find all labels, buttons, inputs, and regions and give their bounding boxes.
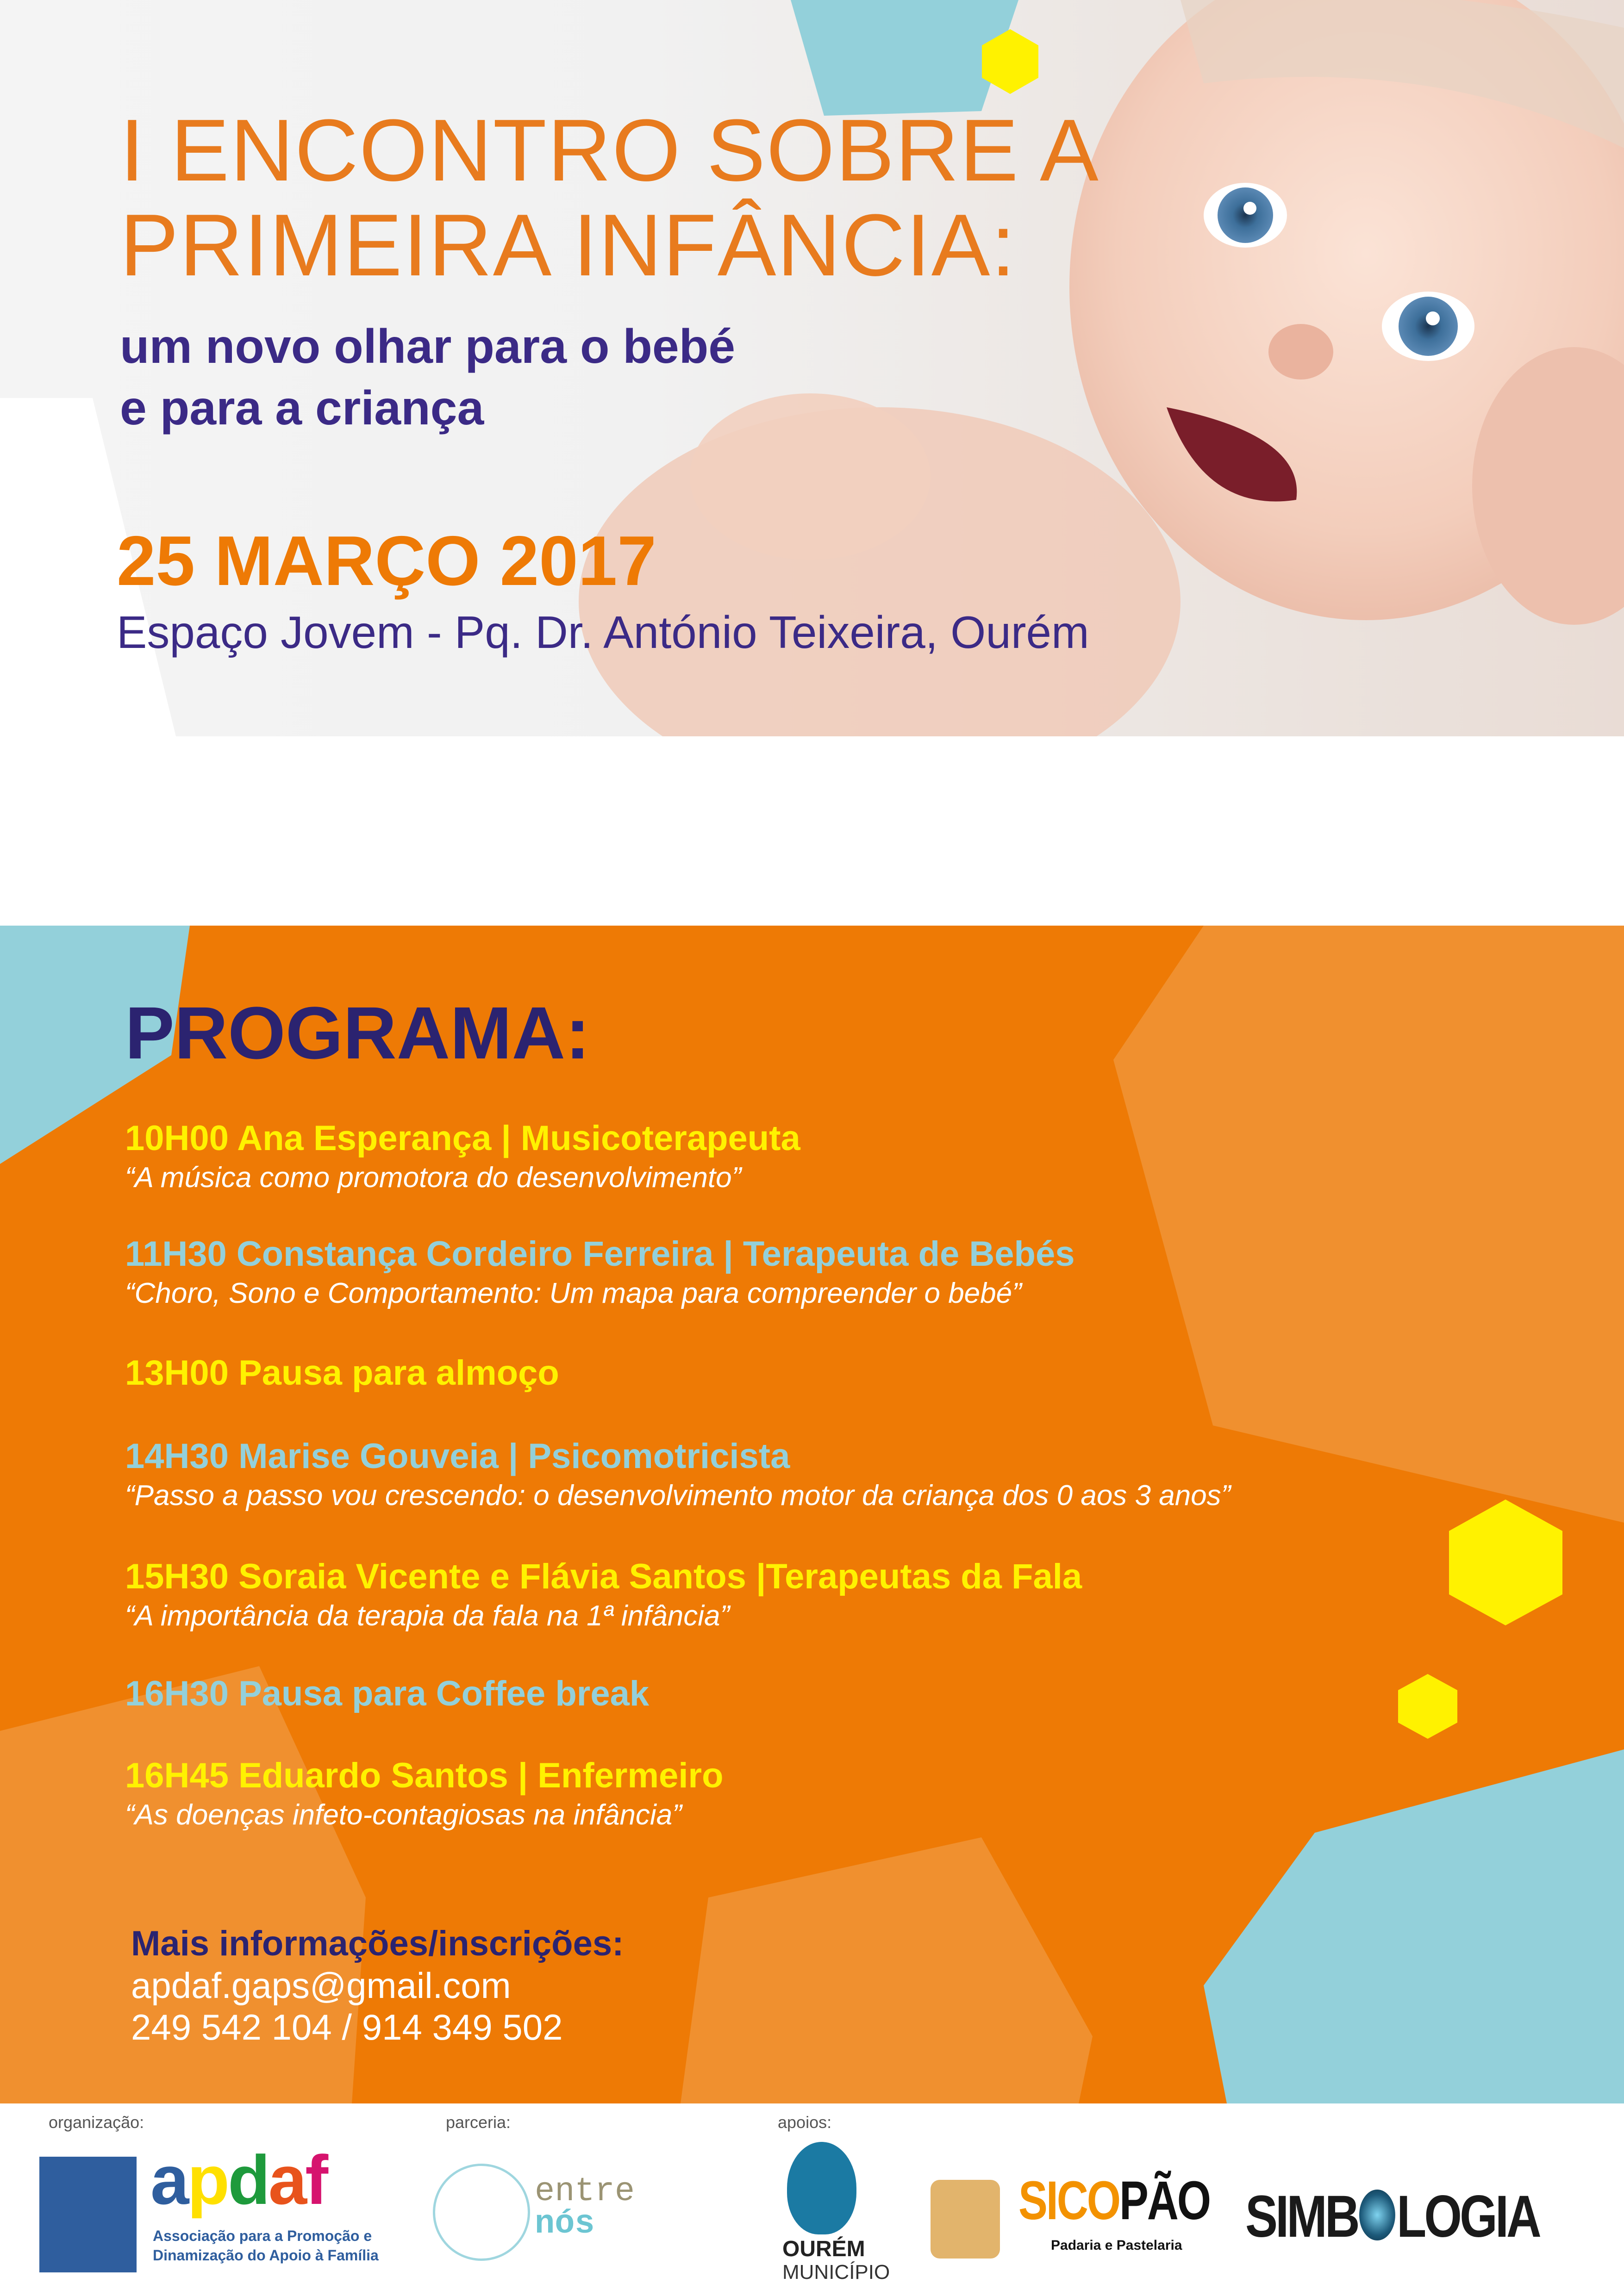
program-item-heading: 16H45 Eduardo Santos | Enfermeiro: [125, 1756, 724, 1795]
program-item: [125, 1556, 1082, 1635]
program-item: [125, 1233, 1075, 1312]
sicopao-logo: [931, 2138, 1208, 2286]
support-label: apoios:: [778, 2113, 832, 2132]
program-item-quote: “A importância da terapia da fala na 1ª infância”: [125, 1600, 730, 1632]
program-item-heading: 13H00 Pausa para almoço: [125, 1353, 559, 1393]
entre-nos-word2: nós: [535, 2205, 595, 2243]
sicopao-name-part2: PÃO: [1119, 2170, 1210, 2231]
event-subtitle-line1: um novo olhar para o bebé: [120, 320, 736, 373]
ourem-word2: MUNICÍPIO: [782, 2261, 890, 2284]
simbologia-part1: SIMB: [1245, 2184, 1358, 2250]
blue-hexagon: [1204, 1749, 1624, 2103]
apdaf-figure-icon: [39, 2157, 137, 2272]
ourem-logo: [782, 2138, 903, 2286]
program-title: PROGRAMA:: [125, 991, 590, 1074]
event-title-line2: PRIMEIRA INFÂNCIA:: [120, 196, 1017, 294]
sicopao-name-part1: SICO: [1018, 2170, 1119, 2231]
apdaf-desc-line2: Dinamização do Apoio à Família: [153, 2247, 379, 2264]
apdaf-wordmark: apdaf: [150, 2141, 327, 2219]
simbologia-o-icon: [1359, 2190, 1395, 2240]
program-item-quote: “Choro, Sono e Comportamento: Um mapa para compreender o bebé”: [125, 1277, 1022, 1309]
entre-nos-word1: entre: [535, 2172, 635, 2210]
program-item-heading: 11H30 Constança Cordeiro Ferreira | Terapeuta de Bebés: [125, 1234, 1075, 1274]
program-item-quote: “A música como promotora do desenvolvimento”: [125, 1162, 742, 1194]
event-title-line1: I ENCONTRO SOBRE A: [120, 101, 1099, 199]
simbologia-logo: [1245, 2138, 1588, 2286]
sponsors-footer: [0, 2103, 1624, 2296]
contact-info: [131, 1923, 624, 2048]
hero-banner: [0, 0, 1624, 736]
apdaf-desc-line1: Associação para a Promoção e: [153, 2228, 372, 2244]
program-item-quote: “As doenças infeto-contagiosas na infância”: [125, 1799, 682, 1831]
yellow-hexagon: [1449, 1500, 1562, 1625]
light-orange-hexagon: [1113, 926, 1624, 1523]
yellow-hexagon: [1398, 1674, 1457, 1739]
event-venue: Espaço Jovem - Pq. Dr. António Teixeira, Ourém: [117, 607, 1089, 658]
partnership-label: parceria:: [446, 2113, 511, 2132]
program-section: [0, 926, 1624, 2103]
program-item: [125, 1755, 724, 1834]
organization-label: organização:: [49, 2113, 144, 2132]
program-item: [125, 1118, 800, 1196]
event-subtitle-line2: e para a criança: [120, 381, 484, 435]
contact-email[interactable]: apdaf.gaps@gmail.com: [131, 1965, 511, 2006]
program-item-heading: 10H00 Ana Esperança | Musicoterapeuta: [125, 1119, 800, 1158]
entre-nos-circle-icon: [433, 2164, 530, 2261]
sicopao-tagline: Padaria e Pastelaria: [1051, 2238, 1182, 2253]
program-item: [125, 1436, 1230, 1514]
program-item: [125, 1673, 649, 1715]
sicopao-bread-icon: [931, 2180, 1000, 2259]
simbologia-part2: LOGIA: [1397, 2184, 1539, 2250]
program-item-heading: 14H30 Marise Gouveia | Psicomotricista: [125, 1437, 790, 1476]
light-orange-hexagon: [681, 1837, 1093, 2103]
program-item-heading: 15H30 Soraia Vicente e Flávia Santos |Terapeutas da Fala: [125, 1557, 1082, 1596]
entre-nos-logo: [433, 2138, 646, 2286]
program-item: [125, 1352, 559, 1394]
contact-heading: Mais informações/inscrições:: [131, 1924, 624, 1963]
program-item-heading: 16H30 Pausa para Coffee break: [125, 1674, 650, 1713]
program-item-quote: “Passo a passo vou crescendo: o desenvolvimento motor da criança dos 0 aos 3 anos”: [125, 1480, 1231, 1512]
apdaf-logo: [39, 2138, 379, 2286]
ourem-word1: OURÉM: [782, 2237, 865, 2261]
event-date: 25 MARÇO 2017: [117, 522, 656, 600]
ourem-castle-icon: [787, 2142, 856, 2234]
contact-phone[interactable]: 249 542 104 / 914 349 502: [131, 2007, 563, 2047]
